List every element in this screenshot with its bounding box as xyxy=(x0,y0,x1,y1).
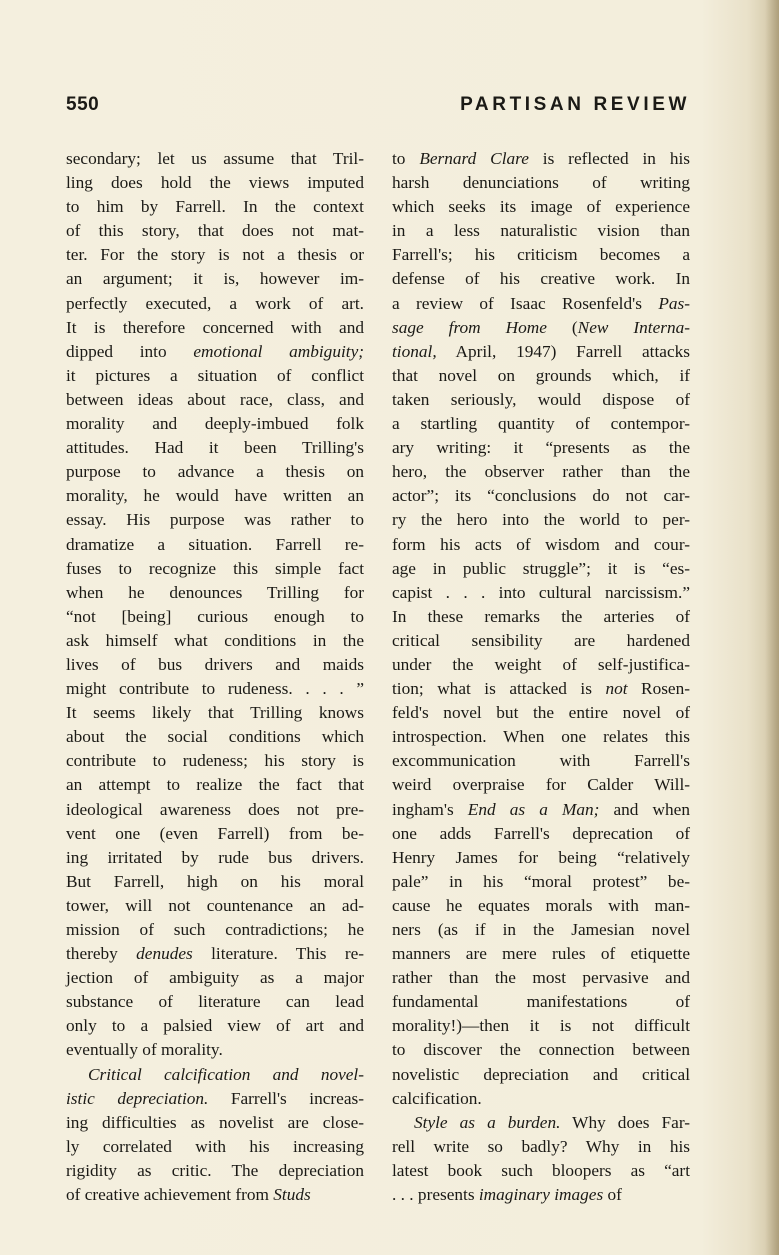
text-line: between ideas about race, class, and xyxy=(66,389,364,409)
text-line: Critical calcification and novel- xyxy=(88,1064,364,1084)
text-line: In these remarks the arteries of xyxy=(392,606,690,626)
page-header xyxy=(66,94,690,120)
text-line: defense of his creative work. In xyxy=(392,269,690,289)
text-line: substance of literature can lead xyxy=(66,992,364,1012)
left-text-column xyxy=(66,147,364,1207)
text-line: ling does hold the views imputed xyxy=(66,173,364,193)
text-line: pale” in his “moral protest” be- xyxy=(392,871,690,891)
text-line: contribute to rudeness; his story is xyxy=(66,751,364,771)
text-line: dipped into emotional ambiguity; xyxy=(66,341,364,361)
text-line: taken seriously, would dispose of xyxy=(392,389,690,409)
page-edge-shadow xyxy=(765,0,779,1255)
text-line: feld's novel but the entire novel of xyxy=(392,703,690,723)
text-line: only to a palsied view of art and xyxy=(66,1016,364,1036)
text-line: “not [being] curious enough to xyxy=(66,606,364,626)
text-line: Farrell's; his criticism becomes a xyxy=(392,245,690,265)
text-line: ing irritated by rude bus drivers. xyxy=(66,847,364,867)
text-line: novelistic depreciation and critical xyxy=(392,1064,690,1084)
text-line: fuses to recognize this simple fact xyxy=(66,558,364,578)
text-line: an attempt to realize the fact that xyxy=(66,775,364,795)
text-line: rigidity as critic. The depreciation xyxy=(66,1160,364,1180)
text-line: it pictures a situation of conflict xyxy=(66,365,364,385)
text-line: harsh denunciations of writing xyxy=(392,173,690,193)
text-line: ask himself what conditions in the xyxy=(66,630,364,650)
text-line: ing difficulties as novelist are close- xyxy=(66,1112,364,1132)
text-line: ry the hero into the world to per- xyxy=(392,510,690,530)
text-line: essay. His purpose was rather to xyxy=(66,510,364,530)
text-line: purpose to advance a thesis on xyxy=(66,462,364,482)
text-line: jection of ambiguity as a major xyxy=(66,968,364,988)
text-line: one adds Farrell's deprecation of xyxy=(392,823,690,843)
text-line: eventually of morality. xyxy=(66,1040,223,1060)
text-line: sage from Home (New Interna- xyxy=(392,317,691,337)
text-line: ly correlated with his increasing xyxy=(66,1136,364,1156)
text-line: tional, April, 1947) Farrell attacks xyxy=(392,341,690,361)
text-line: ter. For the story is not a thesis or xyxy=(66,245,364,265)
running-head: PARTISAN REVIEW xyxy=(460,94,690,115)
text-line: istic depreciation. Farrell's increas- xyxy=(66,1088,364,1108)
text-line: ingham's End as a Man; and when xyxy=(392,799,690,819)
text-line: rather than the most pervasive and xyxy=(392,968,690,988)
text-line: ary writing: it “presents as the xyxy=(392,438,690,458)
text-line: morality, he would have written an xyxy=(66,486,364,506)
text-line: tion; what is attacked is not Rosen- xyxy=(392,679,690,699)
text-line: ners (as if in the Jamesian novel xyxy=(392,920,690,939)
text-line: attitudes. Had it been Trilling's xyxy=(66,438,364,458)
text-line: introspection. When one relates this xyxy=(392,727,690,747)
text-line: to him by Farrell. In the context xyxy=(66,197,364,217)
text-line: tower, will not countenance an ad- xyxy=(66,895,364,915)
text-line: fundamental manifestations of xyxy=(392,992,690,1012)
text-line: capist . . . into cultural narcissism.” xyxy=(392,582,690,602)
text-line: form his acts of wisdom and cour- xyxy=(392,534,690,554)
text-line: mission of such contradictions; he xyxy=(66,920,364,939)
text-line: excommunication with Farrell's xyxy=(392,751,690,771)
text-line: a startling quantity of contempor- xyxy=(392,414,690,434)
text-line: But Farrell, high on his moral xyxy=(66,871,364,891)
text-line: of creative achievement from Studs xyxy=(66,1185,311,1205)
text-line: critical sensibility are hardened xyxy=(392,630,690,650)
text-line: secondary; let us assume that Tril- xyxy=(66,149,364,168)
text-line: It is therefore concerned with and xyxy=(66,317,364,337)
text-line: Henry James for being “relatively xyxy=(392,847,690,867)
text-line: morality and deeply-imbued folk xyxy=(66,414,364,434)
text-line: lives of bus drivers and maids xyxy=(66,654,364,674)
text-line: age in public struggle”; it is “es- xyxy=(392,558,690,578)
text-line: of this story, that does not mat- xyxy=(66,221,364,241)
text-line: dramatize a situation. Farrell re- xyxy=(66,534,364,554)
page-number: 550 xyxy=(66,94,100,115)
text-line: in a less naturalistic vision than xyxy=(392,221,690,241)
text-line: . . . presents imaginary images of xyxy=(392,1185,622,1205)
text-line: morality!)—then it is not difficult xyxy=(392,1016,690,1036)
text-line: might contribute to rudeness. . . . ” xyxy=(66,679,364,699)
text-line: a review of Isaac Rosenfeld's Pas- xyxy=(392,293,690,313)
text-line: weird overpraise for Calder Will- xyxy=(392,775,690,795)
text-line: ideological awareness does not pre- xyxy=(66,799,364,819)
text-line: calcification. xyxy=(392,1088,482,1108)
text-line: thereby denudes literature. This re- xyxy=(66,944,364,964)
text-line: to Bernard Clare is reflected in his xyxy=(392,149,690,168)
right-text-column xyxy=(392,147,690,1207)
text-line: when he denounces Trilling for xyxy=(66,582,364,602)
text-line: that novel on grounds which, if xyxy=(392,365,690,385)
text-line: hero, the observer rather than the xyxy=(392,462,690,482)
text-line: Style as a burden. Why does Far- xyxy=(414,1112,690,1132)
text-line: It seems likely that Trilling knows xyxy=(66,703,364,723)
text-line: under the weight of self-justifica- xyxy=(392,654,690,674)
text-line: about the social conditions which xyxy=(66,727,364,747)
text-line: an argument; it is, however im- xyxy=(66,269,364,289)
text-line: to discover the connection between xyxy=(392,1040,690,1060)
text-line: manners are mere rules of etiquette xyxy=(392,944,690,964)
text-line: rell write so badly? Why in his xyxy=(392,1136,690,1156)
text-line: cause he equates morals with man- xyxy=(392,895,690,915)
text-line: which seeks its image of experience xyxy=(392,197,690,217)
text-line: latest book such bloopers as “art xyxy=(392,1160,690,1180)
text-line: perfectly executed, a work of art. xyxy=(66,293,364,313)
text-line: vent one (even Farrell) from be- xyxy=(66,823,364,843)
text-line: actor”; its “conclusions do not car- xyxy=(392,486,690,506)
